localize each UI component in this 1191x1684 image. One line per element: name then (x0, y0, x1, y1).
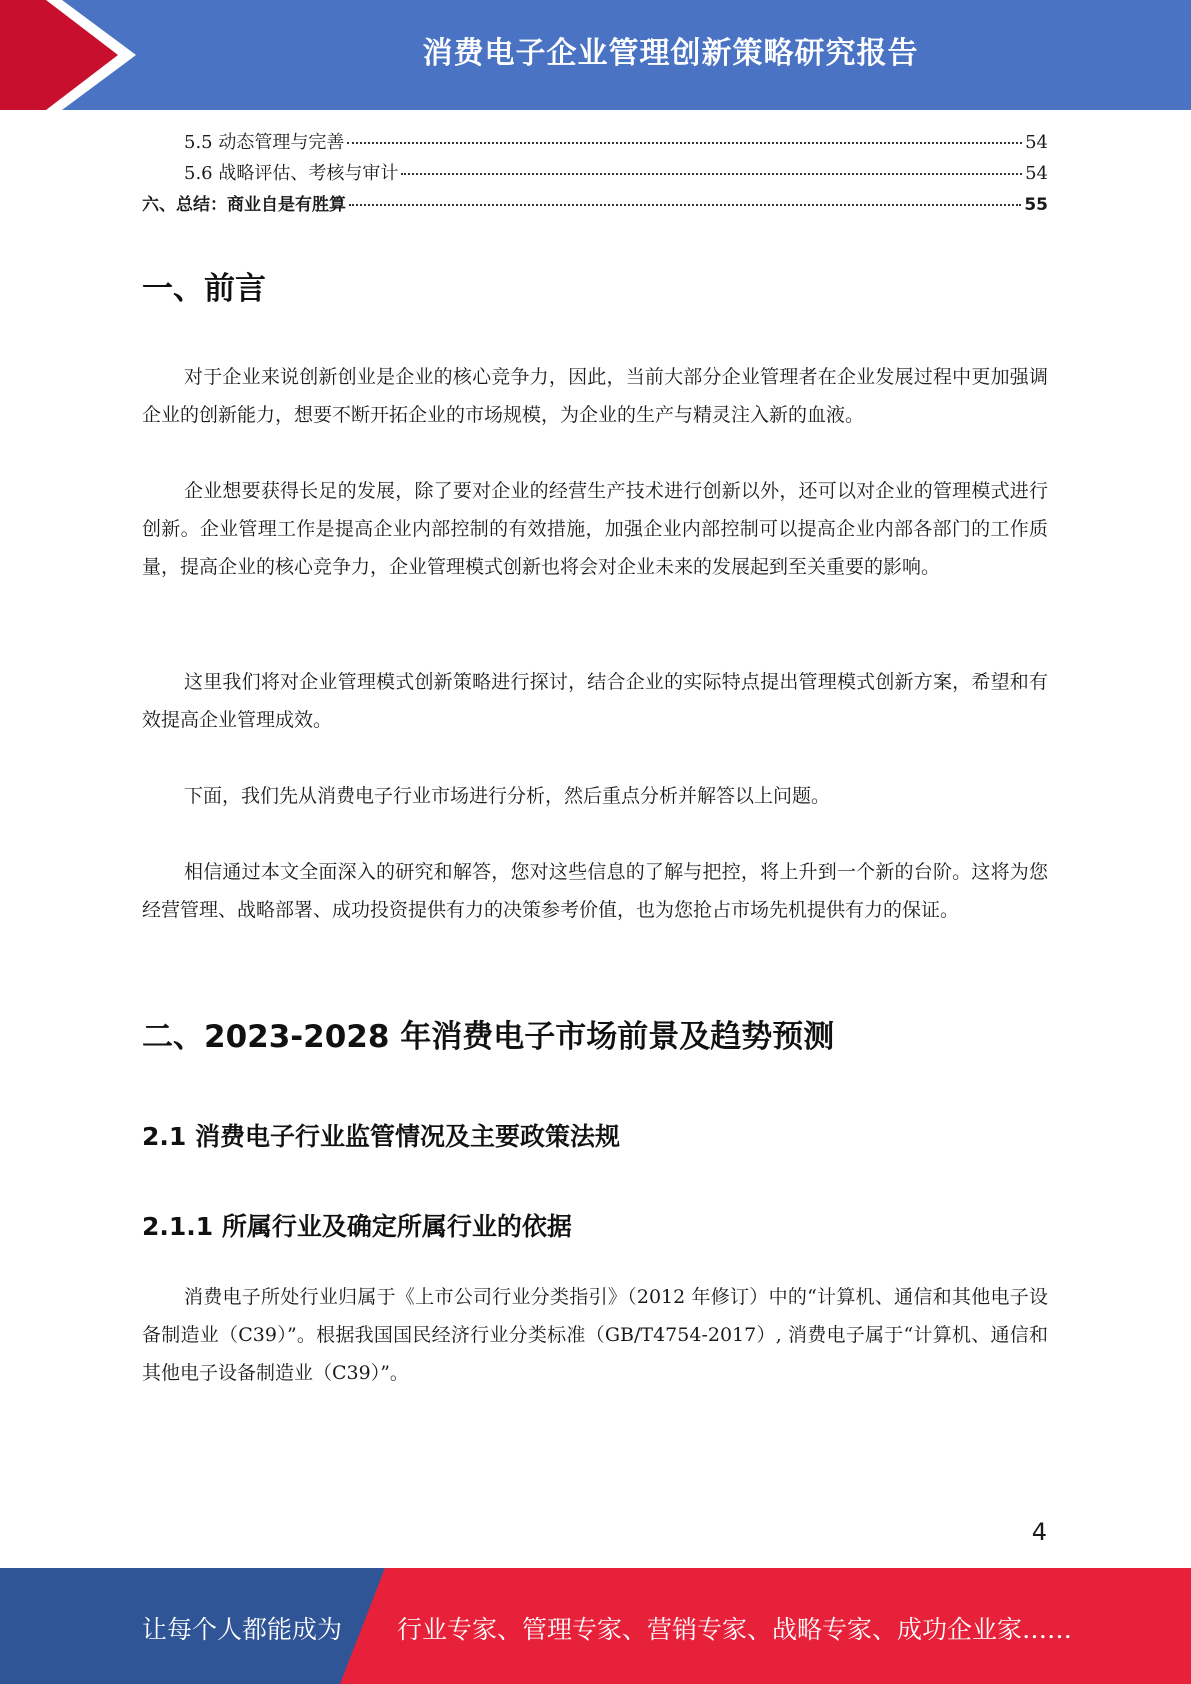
toc-entry-label: 5.6 战略评估、考核与审计 (184, 163, 399, 184)
footer-slogan-left: 让每个人都能成为 (142, 1615, 343, 1644)
toc-entry-page: 55 (1024, 195, 1048, 215)
section-heading-preface: 一、前言 (142, 271, 266, 307)
report-title: 消费电子企业管理创新策略研究报告 (422, 36, 919, 71)
table-of-contents (142, 128, 1048, 221)
page-number: 4 (1031, 1518, 1047, 1546)
report-header-band (0, 0, 1191, 110)
toc-entry[interactable] (142, 128, 1048, 159)
subsection-heading: 2.1 消费电子行业监管情况及主要政策法规 (142, 1122, 620, 1151)
body-paragraph: 对于企业来说创新创业是企业的核心竞争力，因此，当前大部分企业管理者在企业发展过程中更加强调企业的创新能力，想要不断开拓企业的市场规模，为企业的生产与精灵注入新的血液。 (142, 366, 1048, 426)
body-paragraph: 企业想要获得长足的发展，除了要对企业的经营生产技术进行创新以外，还可以对企业的管理模式进行创新。企业管理工作是提高企业内部控制的有效措施，加强企业内部控制可以提高企业内部各部门的工作质量，提高企业的核心竞争力，企业管理模式创新也将会对企业未来的发展起到至关重要的影响。 (142, 480, 1048, 578)
section-heading-market-outlook: 二、2023-2028 年消费电子市场前景及趋势预测 (142, 1019, 835, 1055)
toc-entry[interactable] (142, 159, 1048, 190)
toc-dot-leader (401, 173, 1022, 175)
toc-entry-label: 六、总结：商业自是有胜算 (142, 195, 346, 215)
red-chevron-arrow-icon (0, 0, 160, 110)
body-paragraph: 下面，我们先从消费电子行业市场进行分析，然后重点分析并解答以上问题。 (184, 785, 831, 807)
toc-dot-leader (349, 204, 1021, 206)
subsection-heading: 2.1.1 所属行业及确定所属行业的依据 (142, 1212, 572, 1241)
toc-entry-page: 54 (1025, 163, 1048, 184)
footer-slogan-right: 行业专家、管理专家、营销专家、战略专家、成功企业家…… (397, 1615, 1073, 1644)
footer-band (0, 1568, 1191, 1684)
toc-dot-leader (347, 142, 1022, 144)
toc-entry-page: 54 (1025, 132, 1048, 153)
toc-entry-label: 5.5 动态管理与完善 (184, 132, 345, 153)
body-paragraph: 相信通过本文全面深入的研究和解答，您对这些信息的了解与把控，将上升到一个新的台阶。这将为您经营管理、战略部署、成功投资提供有力的决策参考价值，也为您抢占市场先机提供有力的保证。 (142, 861, 1048, 921)
toc-entry[interactable] (142, 190, 1048, 221)
body-paragraph: 这里我们将对企业管理模式创新策略进行探讨，结合企业的实际特点提出管理模式创新方案，希望和有效提高企业管理成效。 (142, 671, 1048, 731)
body-paragraph: 消费电子所处行业归属于《上市公司行业分类指引》（2012 年修订）中的“计算机、通信和其他电子设备制造业（C39）”。根据我国国民经济行业分类标准（GB/T4754-2017）, 消费电子属于“计算机、通信和其他电子设备制造业（C39）”。 (142, 1286, 1048, 1384)
